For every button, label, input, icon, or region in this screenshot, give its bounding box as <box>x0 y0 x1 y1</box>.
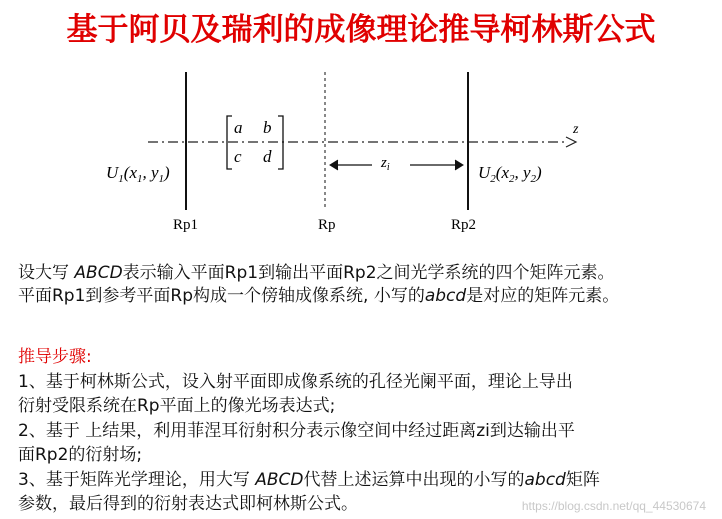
plane-label-rp2: Rp2 <box>451 217 477 233</box>
axis-label-z: z <box>573 122 579 137</box>
distance-label: $z_i$ <box>381 155 390 173</box>
step-1-line-2: 衍射受限系统在Rp平面上的像光场表达式; <box>18 396 336 416</box>
plane-label-rp: Rp <box>318 217 336 233</box>
step-3-line-2: 参数，最后得到的衍射表达式即柯林斯公式。 <box>18 494 358 514</box>
input-field-label: $U_1(x_1$, $y_1$) <box>106 163 170 185</box>
axis-arrow <box>566 137 576 147</box>
distance-arrowhead-right <box>455 160 463 170</box>
matrix-a: a <box>234 118 243 137</box>
plane-label-rp1: Rp1 <box>173 217 199 233</box>
derivation-steps <box>18 345 718 517</box>
optical-system-diagram <box>0 0 722 250</box>
description-line-2: 平面Rp1到参考平面Rp构成一个傍轴成像系统, 小写的abcd是对应的矩阵元素。 <box>18 285 620 306</box>
step-2-line-2: 面Rp2的衍射场; <box>18 445 143 465</box>
matrix-b: b <box>263 118 272 137</box>
steps-heading: 推导步骤: <box>18 347 92 367</box>
description <box>18 262 718 307</box>
step-3-line-1: 3、基于矩阵光学理论，用大写 ABCD代替上述运算中出现的小写的abcd矩阵 <box>18 469 600 490</box>
step-2-line-1: 2、基于 上结果，利用菲涅耳衍射积分表示像空间中经过距离zi到达输出平 <box>18 420 575 441</box>
step-1-line-1: 1、基于柯林斯公式，设入射平面即成像系统的孔径光阑平面，理论上导出 <box>18 371 573 392</box>
page-title: 基于阿贝及瑞利的成像理论推导柯林斯公式 <box>66 12 656 48</box>
matrix-c: c <box>234 147 242 166</box>
distance-arrowhead-left <box>330 160 338 170</box>
output-field-label: $U_2(x_2$, $y_2$) <box>478 163 542 185</box>
matrix-d: d <box>263 147 272 166</box>
description-line-1: 设大写 ABCD表示输入平面Rp1到输出平面Rp2之间光学系统的四个矩阵元素。 <box>18 263 615 283</box>
watermark: https://blog.csdn.net/qq_44530674 <box>521 499 706 513</box>
